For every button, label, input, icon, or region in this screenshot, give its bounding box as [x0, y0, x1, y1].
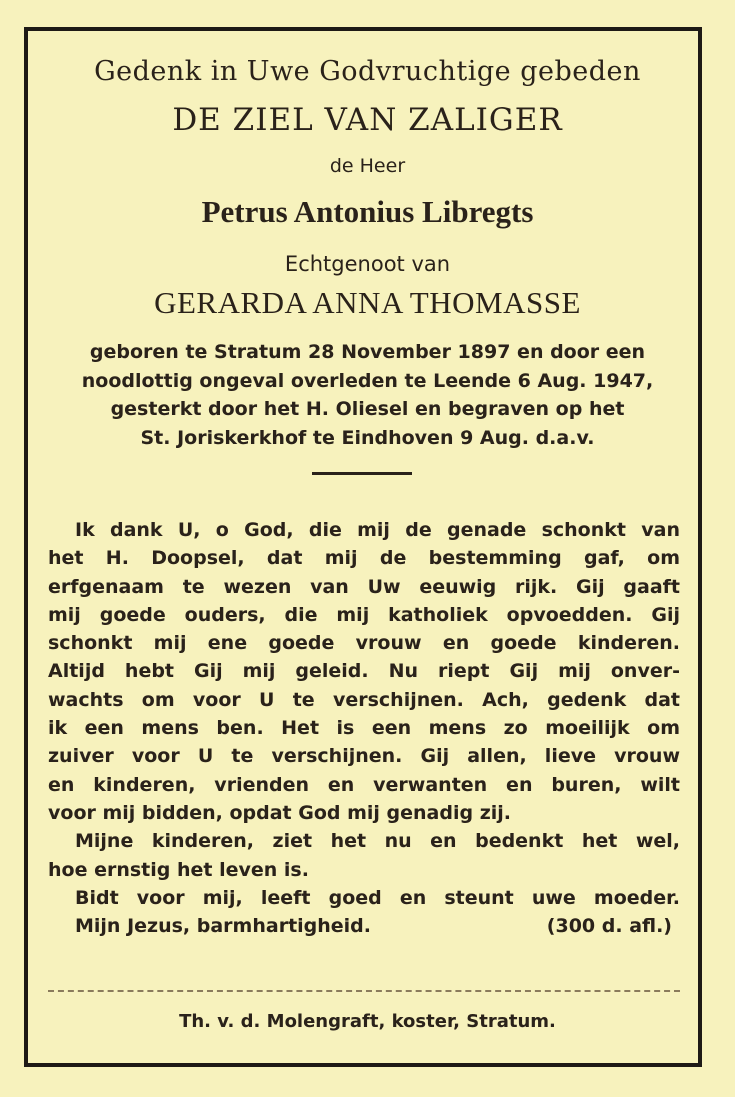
indulgence-note: (300 d. afl.) — [546, 915, 672, 938]
bio-line: St. Joriskerkhof te Eindhoven 9 Aug. d.a.v. — [140, 426, 595, 449]
prayer-line: schonkt mij ene goede vrouw en goede kinderen. — [48, 632, 680, 655]
prayer-line: voor mij bidden, opdat God mij genadig zij. — [48, 801, 512, 824]
prayer-line: wachts om voor U te verschijnen. Ach, gedenk dat — [48, 688, 680, 711]
bio-line: gesterkt door het H. Oliesel en begraven op het — [110, 398, 625, 420]
closing-line — [48, 912, 680, 940]
prayer-line: Ik dank U, o God, die mij de genade schonkt van — [75, 519, 680, 541]
printer-credit: Th. v. d. Molengraft, koster, Stratum. — [179, 1011, 556, 1032]
prayer-line: erfgenaam te wezen van Uw eeuwig rijk. Gij gaaft — [48, 575, 680, 598]
prayer-line: mij goede ouders, die mij katholiek opvoedden. Gij — [48, 603, 680, 626]
prayer-line: ik een mens ben. Het is een mens zo moeilijk om — [48, 717, 680, 740]
spouse-intro: Echtgenoot van — [284, 252, 451, 276]
dashed-divider — [48, 990, 680, 992]
biography — [0, 338, 735, 452]
prayer-text — [48, 516, 680, 940]
prayer-line: Mijne kinderen, ziet het nu en bedenkt het wel, — [75, 830, 680, 853]
invocation: Mijn Jezus, barmhartigheid. — [75, 915, 372, 938]
honorific: de Heer — [329, 155, 406, 177]
deceased-name: Petrus Antonius Libregts — [201, 194, 534, 229]
bio-line: noodlottig ongeval overleden te Leende 6 Aug. 1947, — [81, 369, 654, 392]
bio-line: geboren te Stratum 28 November 1897 en door een — [89, 341, 646, 363]
spouse-name: GERARDA ANNA THOMASSE — [154, 285, 581, 320]
prayer-line: en kinderen, vrienden en verwanten en buren, wilt — [48, 773, 680, 796]
prayer-line: Altijd hebt Gij mij geleid. Nu riept Gij mij onver- — [48, 660, 680, 683]
prayer-line: hoe ernstig het leven is. — [48, 858, 309, 881]
divider — [312, 472, 412, 475]
intro-line: Gedenk in Uwe Godvruchtige gebeden — [94, 56, 641, 87]
heading-soul: DE ZIEL VAN ZALIGER — [172, 102, 563, 138]
prayer-line: het H. Doopsel, dat mij de bestemming gaf, om — [48, 547, 680, 570]
prayer-line: zuiver voor U te verschijnen. Gij allen, lieve vrouw — [48, 745, 680, 768]
prayer-line: Bidt voor mij, leeft goed en steunt uwe moeder. — [75, 886, 680, 909]
